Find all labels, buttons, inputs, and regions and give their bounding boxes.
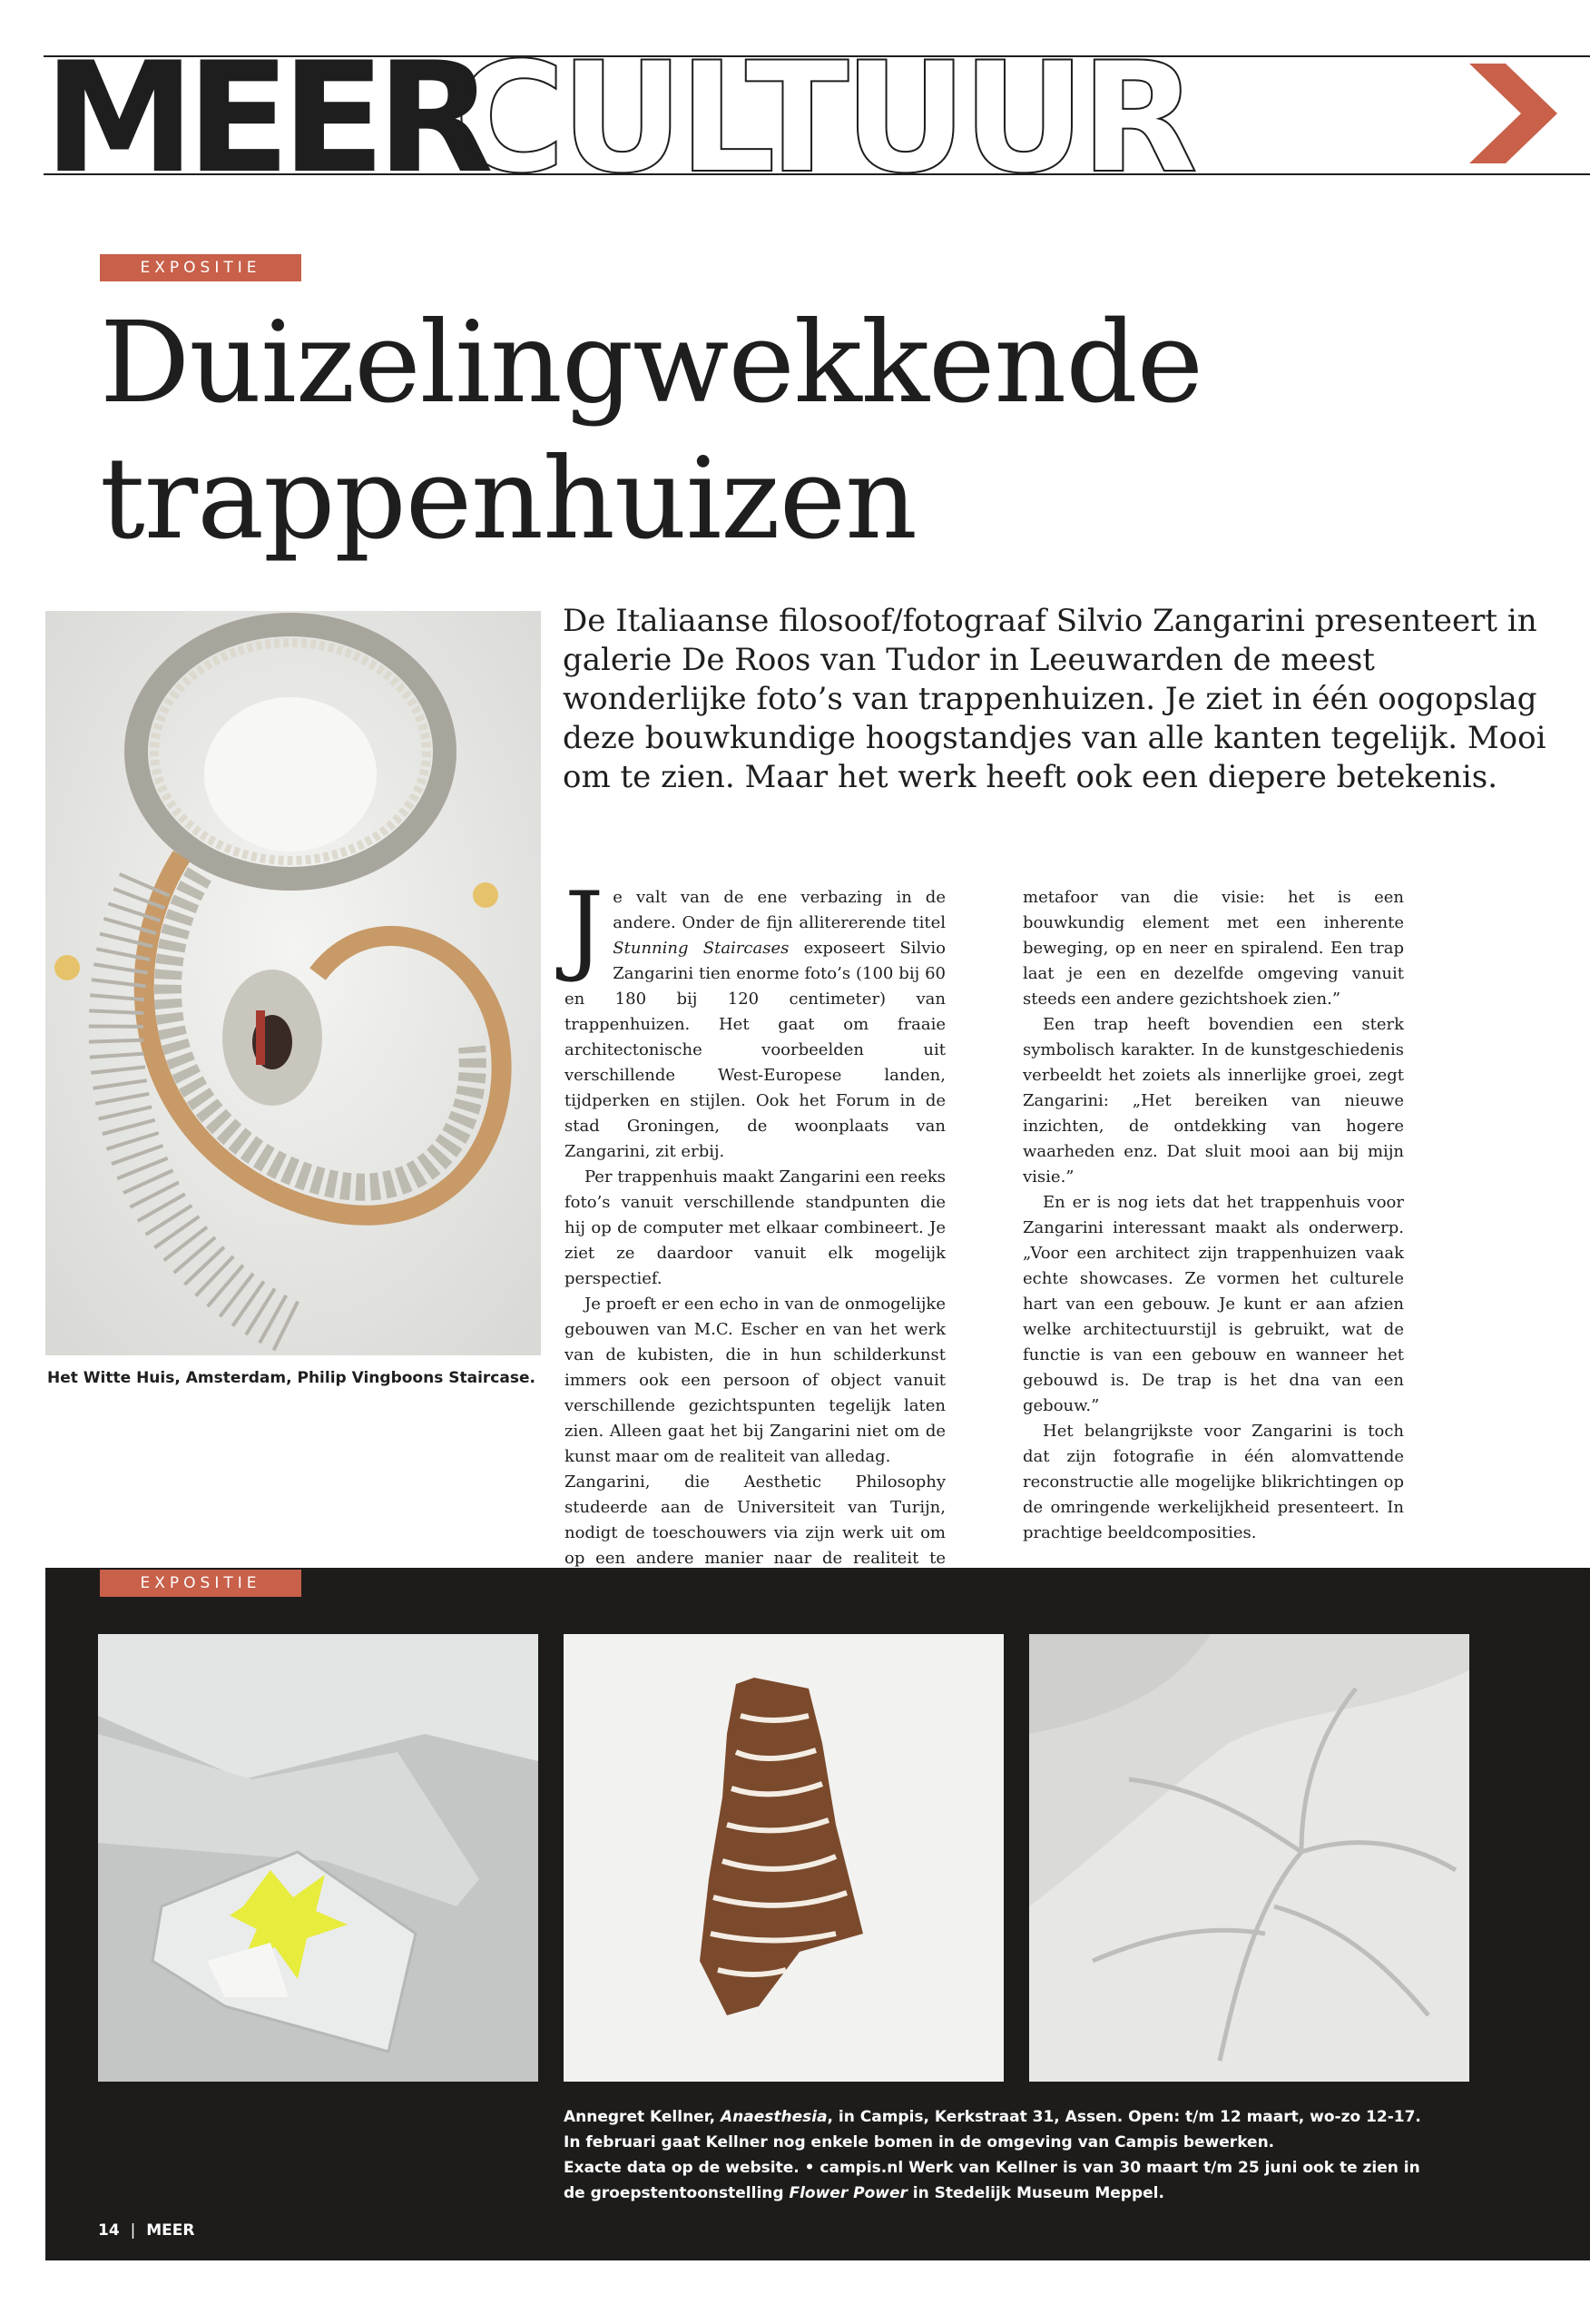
body-paragraph: Je valt van de ene verbazing in de andere. Onder de fijn allitererende titel Stunning Staircases exposeert Silvio Zangarini tien enorme foto’s (100 bij 60 en 180 bij 120 centimeter) van trappenhuizen. Het gaat om fraaie architectonische voorbeelden uit verschillende West-Europese landen, tijdperken en stijlen. Ook het Forum in de stad Groningen, de woonplaats van Zangarini, zit erbij. [564,872,946,1161]
artwork-photo-3 [1029,1634,1469,2082]
body-paragraph: Het belangrijkste voor Zangarini is toch dat zijn fotografie in één alomvattende reconstructie alle mogelijke blikrichtingen op de omringende werkelijkheid presenteert. In prachtige beeldcomposities. [1023,1422,1404,1542]
magazine-name: MEER [146,2221,195,2240]
section-tag: EXPOSITIE [100,254,301,281]
caption-line: Annegret Kellner, Anaesthesia, in Campis, Kerkstraat 31, Assen. Open: t/m 12 maart, wo-zo 12-17. [564,2108,1421,2126]
body-paragraph: Per trappenhuis maakt Zangarini een reeks foto’s vanuit verschillende standpunten die hij op de computer met elkaar combineert. Je ziet ze daardoor vanuit elk mogelijk perspectief. [564,1167,946,1288]
drop-cap: J [564,872,604,985]
body-paragraph: Je proeft er een echo in van de onmogelijke gebouwen van M.C. Escher en van het werk van de kubisten, die in hun schilderkunst immers ook een persoon of object vanuit verschillende gezichtspunten tegelijk laten zien. Alleen gaat het bij Zangarini niet om de kunst maar om de realiteit van alledag. [564,1295,946,1466]
page-footer [98,2221,194,2240]
staircase-photo [45,611,541,1355]
bottom-section-tag: EXPOSITIE [100,1570,301,1597]
caption-line: Exacte data op de website. • campis.nl Werk van Kellner is van 30 maart t/m 25 juni ook te zien in [564,2159,1420,2177]
body-column-2 [1023,885,1404,1669]
masthead-solid-word: MEER [44,29,486,207]
artwork-photo-2 [564,1634,1004,2082]
body-paragraph: Zangarini, die Aesthetic Philosophy studeerde aan de Universiteit van Turijn, nodigt de toeschouwers via zijn werk uit om op een andere manier naar de realiteit te [564,1472,946,1568]
photo-caption: Het Witte Huis, Amsterdam, Philip Vingboons Staircase. [47,1369,535,1387]
headline-line-2: trappenhuizen [100,434,917,565]
body-paragraph: En er is nog iets dat het trappenhuis voor Zangarini interessant maakt als onderwerp. „Voor een architect zijn trappenhuizen vaak echte showcases. Ze vormen het culturele hart van een gebouw. Je kunt er aan afzien welke architectuurstijl is gebruikt, wat de functie is van een gebouw en wanneer het gebouwd is. De trap is het dna van een gebouw.” [1023,1193,1404,1415]
artwork-photo-1 [98,1634,538,2082]
page-number: 14 [98,2221,120,2240]
footer-separator: | [130,2221,136,2240]
chevron-right-icon[interactable] [1444,59,1562,168]
masthead [44,29,1590,207]
caption-line: In februari gaat Kellner nog enkele bomen in de omgeving van Campis bewerken. [564,2133,1275,2152]
masthead-outline-word: CULTUUR [454,29,1192,207]
article-lead: De Italiaanse filosoof/fotograaf Silvio Zangarini presenteert in galerie De Roos van Tudor in Leeuwarden de meest wonderlijke foto’s van trappenhuizen. Je ziet in één oogopslag deze bouwkundige hoogstandjes van alle kanten tegelijk. Mooi om te zien. Maar het werk heeft ook een diepere betekenis. [563,603,1546,795]
article-headline [100,295,1516,567]
body-paragraph: Een trap heeft bovendien een sterk symbolisch karakter. In de kunstgeschiedenis verbeeldt het zoiets als innerlijke groei, zegt Zangarini: „Het bereiken van nieuwe inzichten, de ontdekking van hogere waarheden enz. Dat sluit mooi aan bij mijn visie.” [1023,1015,1404,1187]
headline-line-1: Duizelingwekkende [100,298,1203,428]
body-paragraph: metafoor van die visie: het is een bouwkundig element met een inherente beweging, op en neer en spiralend. Een trap laat je een en dezelfde omgeving vanuit steeds een andere gezichtshoek zien.” [1023,888,1404,1009]
bottom-caption [564,2104,1471,2206]
caption-line: de groepstentoonstelling Flower Power in Stedelijk Museum Meppel. [564,2184,1164,2202]
